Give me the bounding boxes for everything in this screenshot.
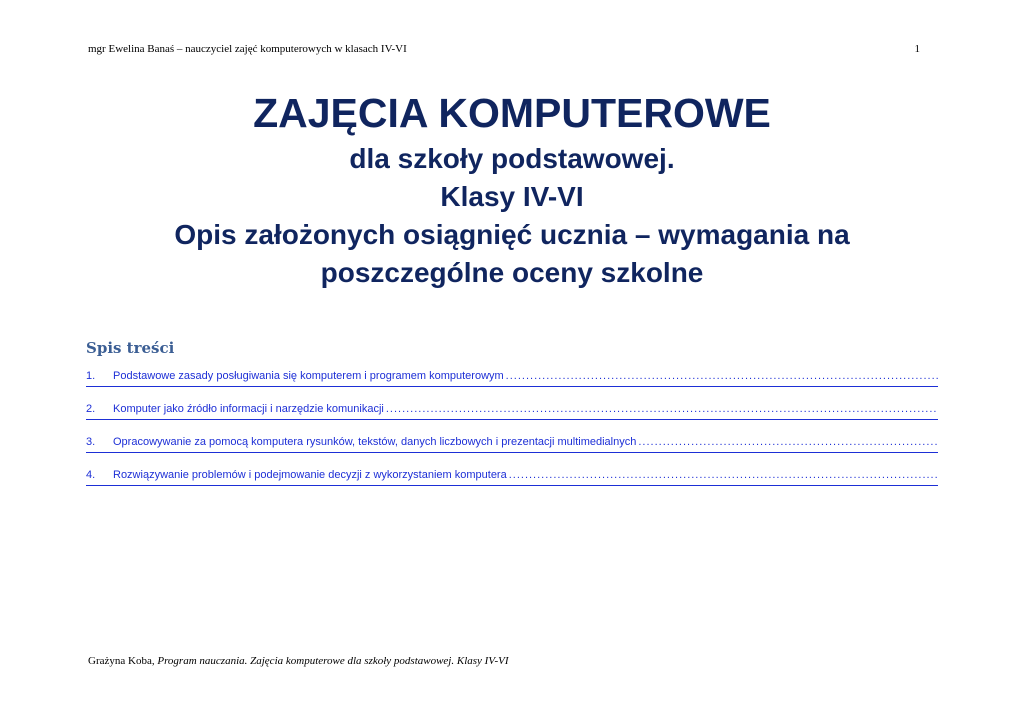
document-title: ZAJĘCIA KOMPUTEROWE — [253, 90, 771, 136]
toc-entry-2[interactable] — [86, 403, 938, 420]
subtitle-school: dla szkoły podstawowej. — [349, 143, 675, 174]
header-author-line: mgr Ewelina Banaś – nauczyciel zajęć komputerowych w klasach IV-VI — [88, 43, 407, 55]
subtitle-description-line2: poszczególne oceny szkolne — [320, 257, 704, 288]
toc-entry-number: 3. — [86, 436, 96, 448]
toc-dot-leader — [386, 403, 938, 415]
toc-entry-4[interactable] — [86, 469, 938, 486]
subtitle-description-line1: Opis założonych osiągnięć ucznia – wymagania na — [174, 219, 850, 250]
toc-dot-leader — [506, 370, 938, 382]
toc-heading: Spis treści — [86, 339, 175, 357]
toc-dot-leader — [509, 469, 938, 481]
toc-dot-leader — [638, 436, 938, 448]
footer-program-title: Program nauczania. Zajęcia komputerowe dla szkoły podstawowej. Klasy IV-VI — [157, 655, 509, 667]
toc-entry-text: Podstawowe zasady posługiwania się komputerem i programem komputerowym — [113, 370, 504, 382]
footer-author: Grażyna Koba, — [88, 655, 158, 667]
page-footer — [88, 655, 509, 667]
toc-entry-1[interactable] — [86, 370, 938, 387]
toc-entry-number: 1. — [86, 370, 96, 382]
toc-entry-text: Komputer jako źródło informacji i narzędzie komunikacji — [113, 403, 384, 415]
table-of-contents — [86, 370, 938, 502]
toc-entry-number: 2. — [86, 403, 96, 415]
toc-entry-text: Opracowywanie za pomocą komputera rysunków, tekstów, danych liczbowych i prezentacji multimedialnych — [113, 436, 637, 448]
title-block — [0, 86, 1024, 292]
page-number: 1 — [914, 43, 920, 55]
page-header — [88, 43, 920, 55]
toc-entry-text: Rozwiązywanie problemów i podejmowanie decyzji z wykorzystaniem komputera — [113, 469, 507, 481]
toc-entry-number: 4. — [86, 469, 96, 481]
subtitle-classes: Klasy IV-VI — [440, 181, 584, 212]
toc-entry-3[interactable] — [86, 436, 938, 453]
